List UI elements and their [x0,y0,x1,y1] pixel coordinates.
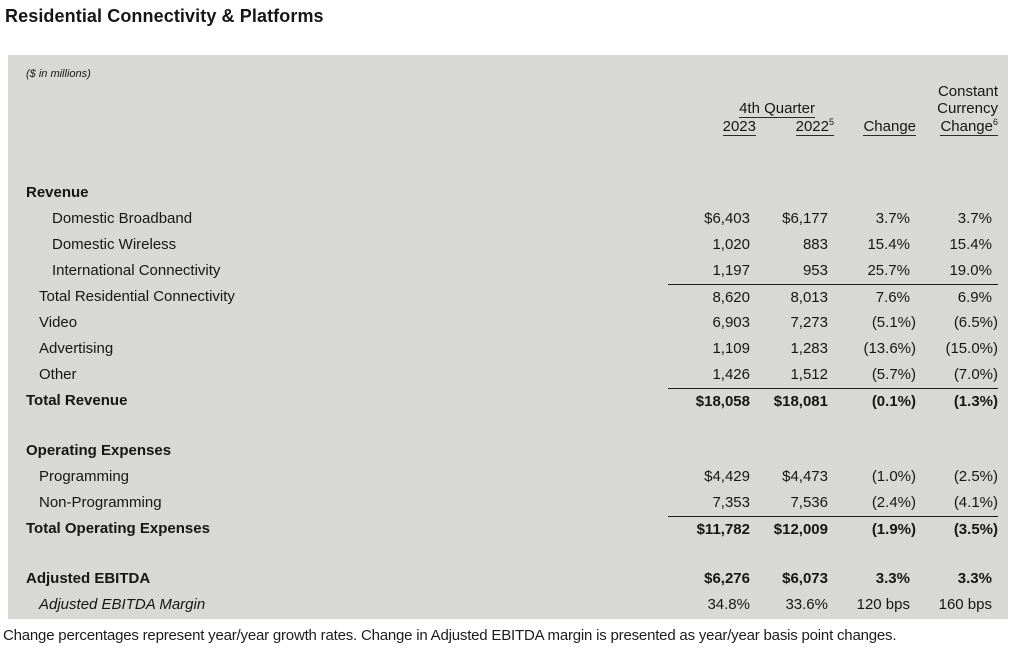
cell-2023: 34.8% [707,596,750,613]
cell-2023: 6,903 [712,314,750,331]
footnote-ref-6: 6 [992,117,998,127]
table-row-programming [18,464,998,490]
cell-2022: $12,009 [773,521,828,538]
cell-change: 15.4% [867,236,910,253]
cell-change: 3.3% [875,570,910,587]
cell-2022: $4,473 [782,468,828,485]
cell-2022: 7,273 [790,314,828,331]
cell-cc-change: (15.0%) [945,340,998,357]
header-4th-quarter: 4th Quarter [739,100,815,117]
row-label: Advertising [39,340,114,357]
row-label: Domestic Wireless [52,236,177,253]
cell-change: (13.6%) [863,340,916,357]
subtotal-rule [668,284,998,310]
cell-2022: 8,013 [790,289,828,306]
row-label: Total Operating Expenses [26,520,210,537]
cell-2022: 953 [802,262,828,279]
cell-cc-change: 6.9% [957,289,992,306]
row-label: Operating Expenses [26,442,172,459]
cell-2023: $4,429 [704,468,750,485]
cell-2022: $18,081 [773,393,828,410]
table-row-other [18,362,998,388]
financial-table-panel [8,55,1008,619]
header-constant: Constant [937,83,998,100]
table-row-revenue-header [18,180,998,206]
table-row-total-revenue [18,388,998,414]
cell-2022: $6,073 [782,570,828,587]
footnote-text: Change percentages represent year/year growth rates. Change in Adjusted EBITDA margin is presented as year/year basis point changes. [3,627,897,644]
row-label: Total Residential Connectivity [39,288,235,305]
table-row-international-connectivity [18,258,998,284]
page-title: Residential Connectivity & Platforms [5,6,324,26]
table-row-adjusted-ebitda-margin [18,592,998,618]
section-gap [18,542,998,566]
cell-change: (5.7%) [871,366,916,383]
cell-2023: $11,782 [696,521,750,538]
header-columns [668,83,998,135]
cell-2022: 1,512 [790,366,828,383]
row-label: Video [39,314,78,331]
cell-2022: 1,283 [790,340,828,357]
row-label: Revenue [26,184,89,201]
header-2022: 2022$^5$ [795,117,834,135]
table-header [18,83,998,135]
table-row-operating-expenses-header [18,438,998,464]
table-row-video [18,310,998,336]
cell-change: (1.9%) [871,521,916,538]
cell-cc-change: 3.7% [957,210,992,227]
table-row-advertising [18,336,998,362]
cell-change: (2.4%) [871,494,916,511]
row-label: International Connectivity [52,262,221,279]
cell-cc-change: (6.5%) [953,314,998,331]
cell-2023: 1,020 [712,236,750,253]
table-row-total-operating-expenses [18,516,998,542]
row-label: Non-Programming [39,494,162,511]
cell-cc-change: 160 bps [938,596,992,613]
table-body [18,180,998,618]
section-gap [18,414,998,438]
cell-cc-change: (4.1%) [953,494,998,511]
cell-2023: 7,353 [712,494,750,511]
row-label: Domestic Broadband [52,210,193,227]
total-rule [668,388,998,414]
cell-change: 120 bps [856,596,910,613]
row-label: Adjusted EBITDA [26,570,151,587]
table-row-adjusted-ebitda [18,566,998,592]
header-label-spacer [18,83,668,135]
header-currency: Currency [937,100,998,117]
total-rule [668,516,998,542]
cell-change: (5.1%) [871,314,916,331]
header-cc-change: Change$^6$ [940,117,998,135]
cell-cc-change: (7.0%) [953,366,998,383]
row-label: Programming [39,468,130,485]
cell-cc-change: 3.3% [957,570,992,587]
cell-2022: 883 [802,236,828,253]
cell-2023: 8,620 [712,289,750,306]
cell-change: (1.0%) [871,468,916,485]
cell-change: 25.7% [867,262,910,279]
row-label: Other [39,366,77,383]
cell-2023: 1,426 [712,366,750,383]
table-row-non-programming [18,490,998,516]
cell-2023: $18,058 [695,393,750,410]
table-row-total-residential-connectivity [18,284,998,310]
cell-2022: $6,177 [782,210,828,227]
cell-2023: $6,403 [704,210,750,227]
cell-2022: 33.6% [785,596,828,613]
cell-cc-change: (1.3%) [953,393,998,410]
cell-cc-change: 19.0% [949,262,992,279]
row-label: Total Revenue [26,392,128,409]
cell-cc-change: (3.5%) [953,521,998,538]
cell-change: 7.6% [875,289,910,306]
cell-2023: 1,197 [712,262,750,279]
cell-change: 3.7% [875,210,910,227]
header-2023: 2023 [722,118,756,135]
table-row-domestic-broadband [18,206,998,232]
units-note: ($ in millions) [26,68,91,80]
header-change: Change [863,118,916,135]
cell-cc-change: 15.4% [949,236,992,253]
cell-2022: 7,536 [790,494,828,511]
footnote-ref-5: 5 [828,117,834,127]
cell-2023: $6,276 [704,570,750,587]
cell-2023: 1,109 [712,340,750,357]
cell-cc-change: (2.5%) [953,468,998,485]
row-label: Adjusted EBITDA Margin [39,596,206,613]
cell-change: (0.1%) [871,393,916,410]
table-row-domestic-wireless [18,232,998,258]
